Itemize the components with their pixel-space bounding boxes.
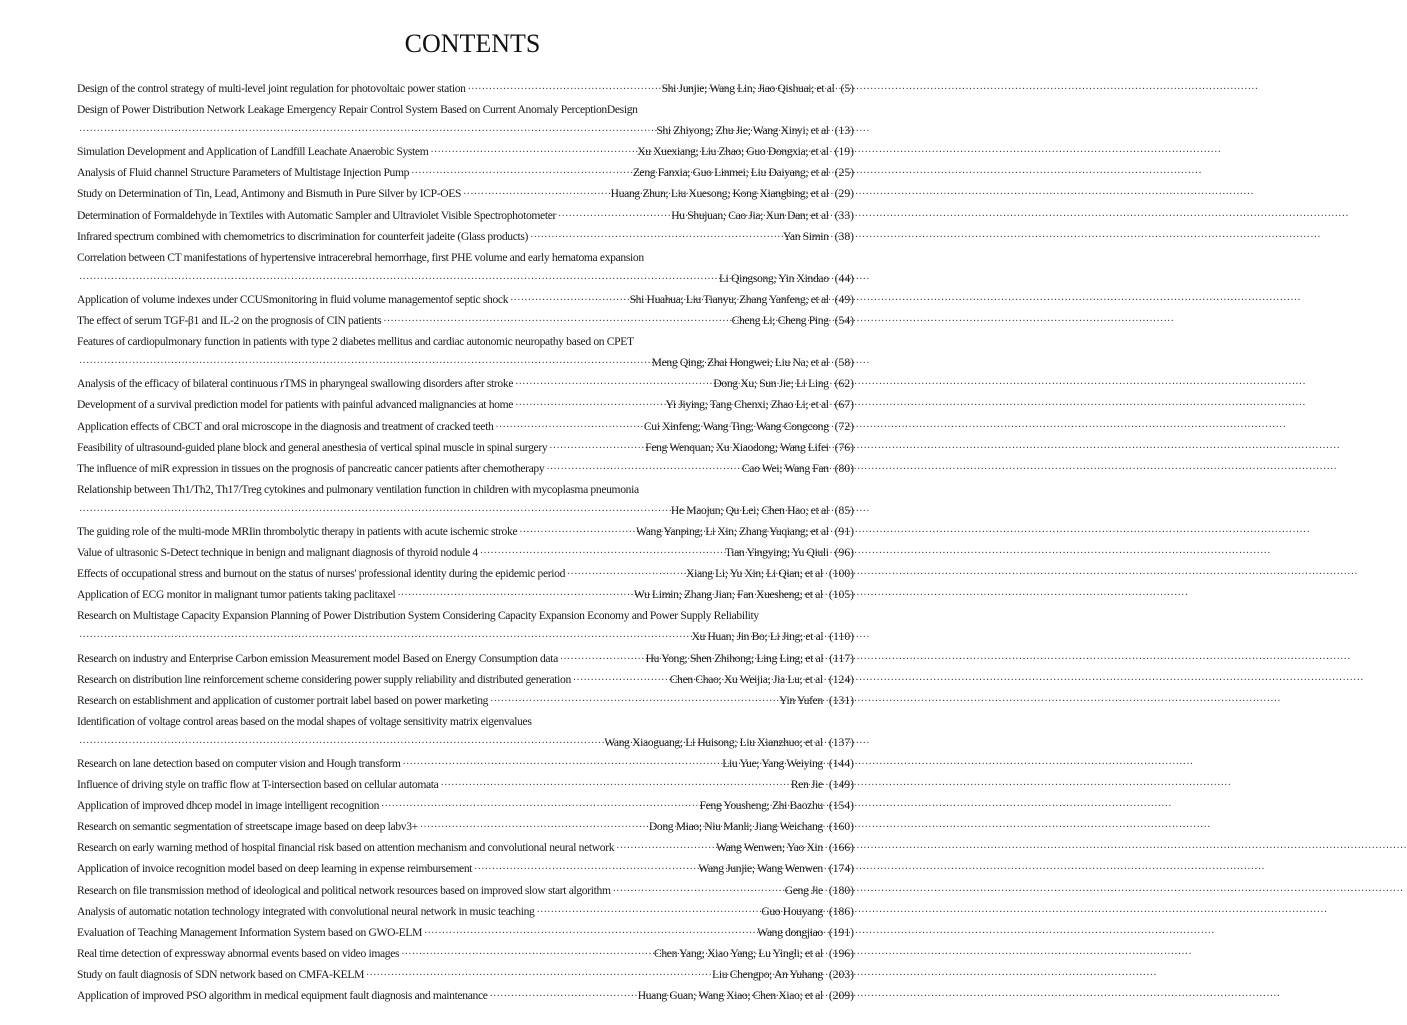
entry-title: Study on fault diagnosis of SDN network based on CMFA-KELM	[77, 967, 365, 981]
entry-authors: Yin Yufen	[779, 693, 823, 707]
toc-entry[interactable]	[77, 584, 854, 605]
toc-entry[interactable]	[77, 753, 854, 774]
toc-entry-line	[77, 310, 854, 331]
toc-entry[interactable]	[77, 141, 854, 162]
entry-title: Real time detection of expressway abnormal events based on video images	[77, 946, 400, 960]
entry-title: Correlation between CT manifestations of hypertensive intracerebral hemorrhage, first PHE volume and early hematoma expansion	[77, 250, 644, 264]
toc-entry[interactable]	[77, 943, 854, 964]
entry-authors: Huang Zhun; Liu Xuesong; Kong Xiangbing; et al	[610, 187, 829, 201]
entry-authors: Meng Qing; Zhai Hongwei; Liu Na; et al	[651, 356, 829, 370]
entry-page: ( 85 )	[835, 500, 854, 521]
entry-authors: Feng Wenquan; Xu Xiaodong; Wang Lifei	[645, 440, 829, 454]
toc-entry-line	[77, 78, 854, 99]
toc-entry-line	[77, 795, 854, 816]
toc-entry[interactable]	[77, 162, 854, 183]
entry-title: Design of the control strategy of multi-level joint regulation for photovoltaic power station	[77, 82, 466, 95]
entry-page: ( 144 )	[829, 753, 854, 774]
entry-page: ( 160 )	[829, 816, 854, 837]
entry-title: Research on lane detection based on computer vision and Hough transform	[77, 757, 401, 770]
toc-entry[interactable]	[77, 795, 854, 816]
entry-title: Identification of voltage control areas based on the modal shapes of voltage sensitivity matrix eigenvalues	[77, 714, 532, 728]
entry-page: ( 105 )	[829, 584, 854, 605]
toc-entry[interactable]	[77, 247, 854, 289]
dot-leader	[474, 859, 696, 880]
entry-authors: Li Qingsong; Yin Xindao	[718, 271, 829, 285]
entry-title: Features of cardiopulmonary function in patients with type 2 diabetes mellitus and cardiac autonomic neuropathy based on CPET	[77, 335, 634, 349]
toc-entry-leader-line	[77, 120, 854, 141]
entry-authors: Wang dongjiao	[757, 925, 823, 939]
entry-authors: Yi Jiying; Tang Chenxi; Zhao Li; et al	[665, 398, 829, 412]
entry-authors: Liu Chengpo; An Yuhang	[712, 967, 823, 981]
entry-page: ( 54 )	[835, 310, 854, 331]
entry-title: Evaluation of Teaching Management Information System based on GWO-ELM	[77, 925, 423, 939]
toc-entry-line	[77, 394, 854, 415]
toc-entry-line	[77, 183, 854, 204]
entry-authors: Wang Yanping; Li Xin; Zhang Yuqiang; et al	[636, 524, 829, 538]
dot-leader	[490, 986, 636, 1007]
entry-title: Design of Power Distribution Network Leakage Emergency Repair Control System Based on Current Anomaly PerceptionDesign	[77, 103, 638, 117]
entry-authors: Geng Jie	[784, 883, 823, 897]
toc-entry-line	[77, 985, 854, 1006]
entry-authors: Cheng Li; Cheng Ping	[731, 314, 829, 328]
entry-authors: Shi Junjie; Wang Lin; Jiao Qishuai; et al	[661, 82, 835, 95]
entry-authors: Cui Xinfeng; Wang Ting; Wang Congcong	[643, 419, 829, 433]
dot-leader	[79, 121, 654, 142]
entry-page: ( 5 )	[840, 78, 854, 99]
toc-entry-line	[77, 753, 854, 774]
dot-leader	[537, 902, 760, 923]
entry-title: Research on distribution line reinforcement scheme considering power supply reliability and distributed generation	[77, 672, 571, 686]
entry-page: ( 196 )	[829, 943, 854, 964]
toc-entry[interactable]	[77, 521, 854, 542]
entry-title: Infrared spectrum combined with chemometrics to discrimination for counterfeit jadeite (Glass products)	[77, 229, 529, 243]
entry-page: ( 191 )	[829, 922, 854, 943]
toc-entry-line	[77, 416, 854, 437]
entry-authors: Wang Xiaoguang; Li Huisong; Liu Xianzhuo; et al	[604, 735, 823, 749]
toc-entry-line	[77, 816, 854, 837]
toc-entry[interactable]	[77, 774, 854, 795]
dot-leader	[79, 733, 602, 754]
entry-authors: Hu Shujuan; Cao Jia; Xun Dan; et al	[671, 208, 829, 222]
dot-leader	[79, 501, 669, 522]
entry-authors: Liu Yue; Yang Weiying	[722, 757, 823, 770]
dot-leader	[490, 691, 777, 712]
toc-entry-line	[77, 584, 854, 605]
dot-leader	[79, 353, 650, 374]
entry-authors: Shi Huahua; Liu Tianyu; Zhang Yanfeng; et al	[629, 292, 829, 306]
toc-entry-line	[77, 563, 854, 584]
entry-title: Research on industry and Enterprise Carbon emission Measurement model Based on Energy Consumption data	[77, 651, 558, 665]
dot-leader	[411, 163, 631, 184]
entry-title: The guiding role of the multi-mode MRIin thrombolytic therapy in patients with acute ischemic stroke	[77, 524, 518, 538]
toc-entry-line	[77, 943, 854, 964]
entry-title: Analysis of the efficacy of bilateral continuous rTMS in pharyngeal swallowing disorders after stroke	[77, 377, 514, 391]
entry-title: Application of invoice recognition model based on deep learning in expense reimbursement	[77, 862, 473, 876]
entry-page: ( 100 )	[829, 563, 854, 584]
toc-entry[interactable]	[77, 964, 854, 985]
entry-page: ( 72 )	[835, 416, 854, 437]
toc-entry-line	[77, 162, 854, 183]
entry-authors: Xiang Li; Yu Xin; Li Qian; et al	[686, 567, 823, 581]
entry-page: ( 124 )	[829, 669, 854, 690]
entry-title: Value of ultrasonic S-Detect technique in benign and malignant diagnosis of thyroid nodule 4	[77, 546, 478, 560]
dot-leader	[366, 965, 710, 986]
dot-leader	[495, 417, 641, 438]
entry-title: Analysis of Fluid channel Structure Parameters of Multistage Injection Pump	[77, 166, 410, 180]
toc-entry-line	[77, 373, 854, 394]
entry-page: ( 209 )	[829, 985, 854, 1006]
entry-title: The influence of miR expression in tissues on the prognosis of pancreatic cancer patients after chemotherapy	[77, 461, 545, 475]
dot-leader	[403, 754, 721, 775]
toc-entry-leader-line	[77, 268, 854, 289]
entry-page: ( 80 )	[835, 458, 854, 479]
entry-title: Application of improved dhcep model in image intelligent recognition	[77, 799, 380, 813]
toc-entry-title-line	[77, 99, 854, 120]
entry-authors: Xu Huan; Jin Bo; Li Jing; et al	[691, 630, 824, 644]
entry-title: Effects of occupational stress and burnout on the status of nurses' professional identity during the epidemic period	[77, 567, 566, 581]
toc-entry[interactable]	[77, 226, 854, 247]
entry-page: ( 62 )	[835, 373, 854, 394]
entry-page: ( 203 )	[829, 964, 854, 985]
entry-page: ( 25 )	[835, 162, 854, 183]
toc-entry[interactable]	[77, 816, 854, 837]
dot-leader	[530, 227, 781, 248]
toc-entry[interactable]	[77, 858, 854, 879]
toc-entry[interactable]	[77, 394, 854, 415]
entry-title: Analysis of automatic notation technology integrated with convolutional neural network in music teaching	[77, 904, 535, 918]
entry-authors: He Maojun; Qu Lei; Chen Hao; et al	[670, 503, 829, 517]
toc-entry-line	[77, 437, 854, 458]
entry-page: ( 186 )	[829, 901, 854, 922]
toc-entry-line	[77, 669, 854, 690]
entry-page: ( 166 )	[829, 837, 854, 858]
dot-leader	[616, 838, 714, 859]
dot-leader	[558, 206, 669, 227]
entry-title: Research on early warning method of hospital financial risk based on attention mechanism and convolutional neural network	[77, 841, 615, 855]
dot-leader	[613, 881, 783, 902]
toc-entry-line	[77, 226, 854, 247]
toc-entry[interactable]	[77, 416, 854, 437]
entry-authors: Huang Guan; Wang Xiao; Chen Xiao; et al	[637, 989, 823, 1003]
toc-entry-title-line	[77, 331, 854, 352]
entry-authors: Wu Limin; Zhang Jian; Fan Xuesheng; et al	[633, 588, 823, 602]
entry-title: Feasibility of ultrasound-guided plane block and general anesthesia of vertical spinal muscle in spinal surgery	[77, 440, 548, 454]
page-title: CONTENTS	[404, 29, 541, 58]
toc-entry[interactable]	[77, 922, 854, 943]
toc-entry-line	[77, 837, 854, 858]
toc-entry-leader-line	[77, 626, 854, 647]
toc-entry-title-line	[77, 247, 854, 268]
entry-title: Application effects of CBCT and oral microscope in the diagnosis and treatment of cracked teeth	[77, 419, 494, 433]
toc-entry-leader-line	[77, 732, 854, 753]
toc-entry[interactable]	[77, 458, 854, 479]
entry-page: ( 174 )	[829, 858, 854, 879]
toc-entry-line	[77, 880, 854, 901]
dot-leader	[519, 522, 634, 543]
toc-entry[interactable]	[77, 542, 854, 563]
toc-entry[interactable]	[77, 901, 854, 922]
entry-page: ( 110 )	[829, 626, 854, 647]
entry-authors: Chen Yang; Xiao Yang; Lu Yingli; et al	[653, 946, 823, 960]
toc-entry-leader-line	[77, 500, 854, 521]
entry-page: ( 117 )	[829, 648, 854, 669]
dot-leader	[560, 649, 644, 670]
toc-entry[interactable]	[77, 669, 854, 690]
toc-entry-line	[77, 858, 854, 879]
entry-authors: Guo Houyang	[761, 904, 823, 918]
dot-leader	[480, 543, 723, 564]
dot-leader	[79, 269, 717, 290]
toc-entry-line	[77, 542, 854, 563]
dot-leader	[79, 627, 689, 648]
entry-authors: Wang Junjie; Wang Wenwen	[698, 862, 823, 876]
entry-authors: Feng Yousheng; Zhi Baozhu	[699, 799, 823, 813]
entry-authors: Xu Xuexiang; Liu Zhao; Guo Dongxia; et al	[637, 145, 829, 159]
entry-authors: Dong Miao; Niu Manli; Jiang Weichang	[648, 820, 823, 834]
entry-page: ( 76 )	[835, 437, 854, 458]
entry-page: ( 44 )	[835, 268, 854, 289]
dot-leader	[463, 184, 609, 205]
toc-entry-line	[77, 458, 854, 479]
entry-page: ( 149 )	[829, 774, 854, 795]
entry-title: Simulation Development and Application of Landfill Leachate Anaerobic System	[77, 145, 429, 159]
toc-entry-title-line	[77, 479, 854, 500]
entry-title: Determination of Formaldehyde in Textiles with Automatic Sampler and Ultraviolet Visible Spectrophotometer	[77, 208, 557, 222]
entry-title: The effect of serum TGF-β1 and IL-2 on the prognosis of CIN patients	[77, 314, 382, 328]
toc-entry-title-line	[77, 711, 854, 732]
table-of-contents	[77, 78, 854, 1006]
entry-page: ( 19 )	[835, 141, 854, 162]
entry-title: Research on Multistage Capacity Expansion Planning of Power Distribution System Considering Capacity Expansion Economy and Power Supply Reliability	[77, 609, 759, 623]
entry-title: Research on semantic segmentation of streetscape image based on deep labv3+	[77, 820, 418, 834]
entry-page: ( 33 )	[835, 205, 854, 226]
entry-page: ( 91 )	[835, 521, 854, 542]
toc-entry[interactable]	[77, 310, 854, 331]
entry-page: ( 154 )	[829, 795, 854, 816]
dot-leader	[440, 775, 788, 796]
entry-authors: Chen Chao; Xu Weijia; Jia Lu; et al	[669, 672, 823, 686]
toc-entry-line	[77, 521, 854, 542]
entry-authors: Dong Xu; Sun Jie; Li Ling	[713, 377, 829, 391]
toc-entry[interactable]	[77, 985, 854, 1006]
dot-leader	[468, 79, 660, 100]
dot-leader	[515, 395, 663, 416]
toc-entry[interactable]	[77, 837, 854, 858]
toc-entry[interactable]	[77, 99, 854, 141]
entry-title: Application of ECG monitor in malignant tumor patients taking paclitaxel	[77, 588, 396, 602]
entry-authors: Ren Jie	[790, 778, 823, 792]
toc-entry[interactable]	[77, 373, 854, 394]
entry-page: ( 96 )	[835, 542, 854, 563]
dot-leader	[383, 311, 729, 332]
entry-page: ( 131 )	[829, 690, 854, 711]
entry-authors: Yan Simin	[783, 229, 829, 243]
toc-entry[interactable]	[77, 690, 854, 711]
toc-entry-line	[77, 964, 854, 985]
dot-leader	[397, 585, 632, 606]
entry-title: Development of a survival prediction model for patients with painful advanced malignancies at home	[77, 398, 514, 412]
entry-page: ( 137 )	[829, 732, 854, 753]
toc-entry-leader-line	[77, 352, 854, 373]
entry-page: ( 49 )	[835, 289, 854, 310]
entry-page: ( 58 )	[835, 352, 854, 373]
entry-page: ( 38 )	[835, 226, 854, 247]
entry-title: Application of improved PSO algorithm in medical equipment fault diagnosis and maintenance	[77, 989, 488, 1003]
dot-leader	[381, 796, 698, 817]
entry-title: Application of volume indexes under CCUSmonitoring in fluid volume managementof septic shock	[77, 292, 509, 306]
entry-authors: Hu Yong; Shen Zhihong; Ling Ling; et al	[645, 651, 824, 665]
entry-authors: Shi Zhiyong; Zhu Jie; Wang Xinyi; et al	[656, 124, 829, 138]
dot-leader	[430, 142, 635, 163]
entry-authors: Cao Wei; Wang Fan	[741, 461, 829, 475]
toc-entry[interactable]	[77, 563, 854, 584]
toc-entry[interactable]	[77, 331, 854, 373]
dot-leader	[567, 564, 684, 585]
entry-page: ( 13 )	[835, 120, 854, 141]
toc-entry[interactable]	[77, 289, 854, 310]
toc-entry[interactable]	[77, 78, 854, 99]
dot-leader	[401, 944, 652, 965]
toc-entry-line	[77, 690, 854, 711]
toc-entry[interactable]	[77, 437, 854, 458]
entry-title: Research on file transmission method of ideological and political network resources based on improved slow start algorithm	[77, 883, 611, 897]
dot-leader	[546, 459, 740, 480]
entry-page: ( 67 )	[835, 394, 854, 415]
entry-authors: Zeng Fanxia; Guo Linmei; Liu Daiyang; et al	[632, 166, 829, 180]
dot-leader	[510, 290, 627, 311]
entry-title: Study on Determination of Tin, Lead, Antimony and Bismuth in Pure Silver by ICP-OES	[77, 187, 462, 201]
entry-page: ( 29 )	[835, 183, 854, 204]
entry-title: Relationship between Th1/Th2, Th17/Treg cytokines and pulmonary ventilation function in children with mycoplasma pneumonia	[77, 482, 639, 496]
toc-entry-line	[77, 774, 854, 795]
entry-title: Influence of driving style on traffic flow at T-intersection based on cellular automata	[77, 778, 439, 792]
toc-entry-title-line	[77, 605, 854, 626]
toc-entry-line	[77, 205, 854, 226]
toc-entry[interactable]	[77, 711, 854, 753]
toc-entry-line	[77, 648, 854, 669]
toc-entry[interactable]	[77, 205, 854, 226]
dot-leader	[549, 438, 643, 459]
entry-authors: Wang Wenwen; Yao Xin	[716, 841, 823, 855]
toc-entry[interactable]	[77, 183, 854, 204]
entry-title: Research on establishment and application of customer portrait label based on power marketing	[77, 693, 489, 707]
dot-leader	[573, 670, 668, 691]
toc-entry[interactable]	[77, 605, 854, 647]
entry-page: ( 180 )	[829, 880, 854, 901]
dot-leader	[424, 923, 755, 944]
toc-entry-line	[77, 922, 854, 943]
dot-leader	[420, 817, 647, 838]
entry-authors: Tian Yingying; Yu Qiuli	[724, 546, 829, 560]
toc-entry[interactable]	[77, 648, 854, 669]
toc-entry-line	[77, 289, 854, 310]
toc-entry-line	[77, 901, 854, 922]
toc-entry[interactable]	[77, 479, 854, 521]
toc-entry-line	[77, 141, 854, 162]
toc-entry[interactable]	[77, 880, 854, 901]
dot-leader	[515, 374, 711, 395]
